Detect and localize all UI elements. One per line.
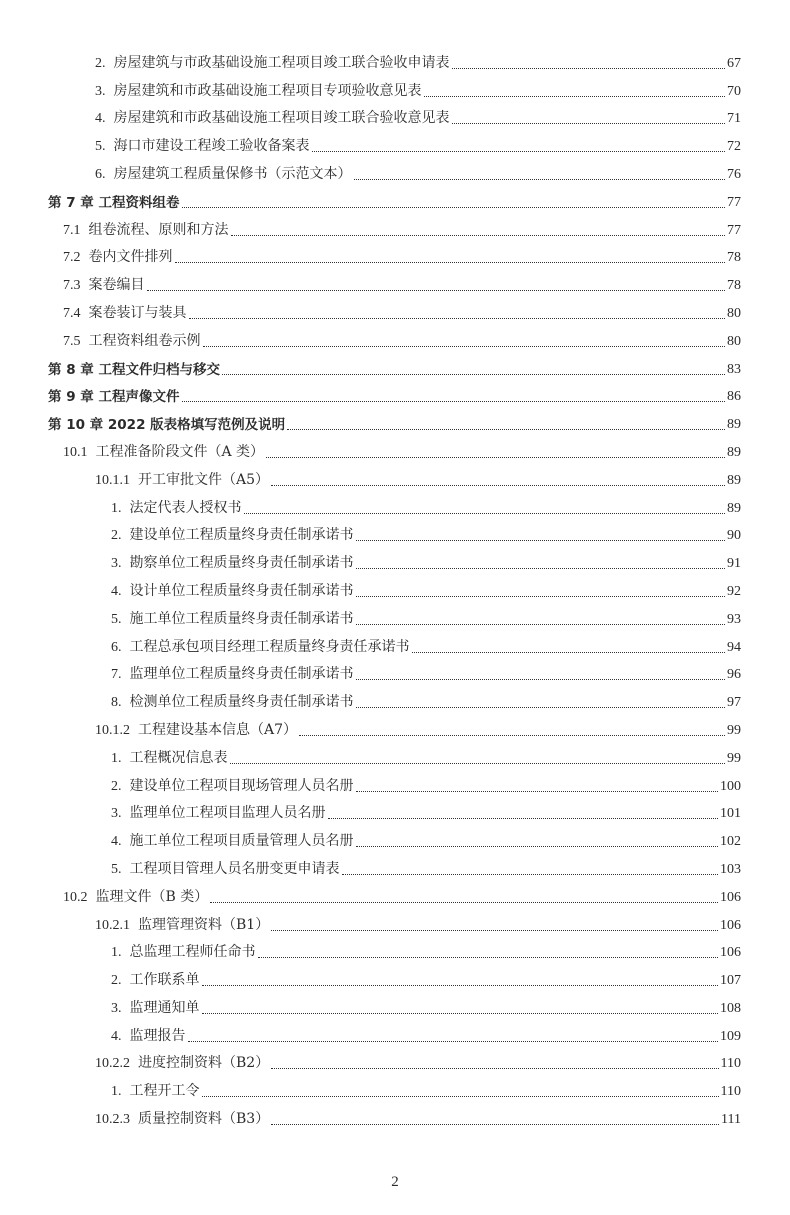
toc-entry-label: 房屋建筑和市政基础设施工程项目专项验收意见表: [113, 82, 422, 99]
toc-entry-title: [48, 362, 220, 378]
toc-entry[interactable]: [0, 1017, 790, 1045]
dot-leader: [356, 540, 726, 541]
toc-entry-number: 3.: [111, 556, 122, 572]
toc-entry-number: 8.: [111, 695, 122, 711]
toc-entry-label: 监理单位工程项目监理人员名册: [129, 805, 326, 822]
dot-leader: [266, 457, 725, 458]
toc-entry-title: [48, 195, 180, 211]
toc-entry-number: 5.: [111, 861, 122, 877]
toc-entry-label: 工程总承包项目经理工程质量终身责任承诺书: [129, 638, 410, 655]
dot-leader: [356, 679, 726, 680]
toc-entry-title: [111, 666, 354, 683]
toc-entry-label: 第 9 章 工程声像文件: [48, 389, 180, 406]
toc-entry[interactable]: [0, 489, 790, 517]
toc-entry-title: [95, 472, 269, 489]
toc-entry-title: [95, 138, 310, 155]
toc-entry[interactable]: [0, 517, 790, 545]
dot-leader: [342, 874, 719, 875]
toc-entry-page: 102: [720, 834, 741, 850]
toc-chapter-entry[interactable]: [0, 350, 790, 378]
toc-entry-label: 监理管理资料（B1）: [138, 916, 270, 933]
toc-entry-page: 111: [721, 1112, 741, 1128]
dot-leader: [354, 179, 726, 180]
toc-entry-label: 监理报告: [129, 1027, 186, 1044]
dot-leader: [452, 68, 726, 69]
toc-entry-label: 工程项目管理人员名册变更申请表: [129, 860, 340, 877]
toc-entry-page: 70: [727, 83, 741, 99]
toc-entry-number: 1.: [111, 1084, 122, 1100]
toc-entry-page: 110: [720, 1056, 741, 1072]
toc-entry-title: [48, 417, 285, 433]
toc-entry-title: [111, 778, 354, 795]
toc-entry-number: 3.: [95, 83, 106, 99]
toc-entry-number: 7.2: [63, 250, 81, 266]
toc-entry-page: 106: [720, 889, 741, 905]
toc-entry-label: 监理文件（B 类）: [95, 888, 209, 905]
toc-entry-page: 93: [727, 611, 741, 627]
toc-chapter-entry[interactable]: [0, 405, 790, 433]
toc-entry-title: [111, 527, 354, 544]
toc-entry-title: [95, 110, 450, 127]
toc-entry-title: [95, 917, 269, 934]
toc-entry-title: [111, 694, 354, 711]
toc-entry-number: 2.: [95, 55, 106, 71]
dot-leader: [424, 96, 726, 97]
toc-entry-label: 案卷装订与装具: [88, 304, 187, 321]
toc-entry-title: [95, 722, 297, 739]
toc-entry[interactable]: [0, 989, 790, 1017]
toc-entry-title: [111, 639, 410, 656]
toc-entry-page: 91: [727, 556, 741, 572]
toc-entry-number: 3.: [111, 806, 122, 822]
toc-entry-number: 2.: [111, 973, 122, 989]
dot-leader: [271, 1068, 718, 1069]
toc-entry-label: 第 10 章 2022 版表格填写范例及说明: [48, 417, 286, 434]
toc-entry-page: 80: [727, 333, 741, 349]
toc-entry-page: 101: [720, 806, 741, 822]
toc-entry[interactable]: [0, 628, 790, 656]
dot-leader: [271, 930, 718, 931]
toc-entry-page: 109: [720, 1028, 741, 1044]
dot-leader: [182, 207, 726, 208]
toc-entry-page: 76: [727, 166, 741, 182]
toc-entry-number: 10.2.2: [95, 1056, 130, 1072]
toc-entry-title: [111, 750, 228, 767]
toc-entry[interactable]: [0, 239, 790, 267]
toc-entry-label: 开工审批文件（A5）: [138, 471, 270, 488]
toc-entry-number: 10.2.3: [95, 1112, 130, 1128]
toc-entry-label: 房屋建筑与市政基础设施工程项目竣工联合验收申请表: [113, 54, 450, 71]
toc-entry-page: 96: [727, 667, 741, 683]
toc-entry[interactable]: [0, 1100, 790, 1128]
toc-entry[interactable]: [0, 906, 790, 934]
toc-entry-label: 卷内文件排列: [88, 249, 173, 266]
toc-entry-number: 6.: [111, 639, 122, 655]
toc-entry-label: 组卷流程、原则和方法: [88, 221, 229, 238]
toc-entry-page: 94: [727, 639, 741, 655]
toc-entry-page: 100: [720, 778, 741, 794]
toc-entry-number: 7.4: [63, 305, 81, 321]
table-of-contents: [0, 44, 790, 1128]
toc-entry[interactable]: [0, 266, 790, 294]
toc-entry-page: 99: [727, 750, 741, 766]
dot-leader: [189, 318, 726, 319]
dot-leader: [287, 429, 725, 430]
toc-entry-number: 7.1: [63, 222, 81, 238]
toc-entry-label: 工程建设基本信息（A7）: [138, 721, 298, 738]
toc-entry-page: 97: [727, 695, 741, 711]
toc-entry-title: [111, 944, 256, 961]
toc-entry-label: 检测单位工程质量终身责任制承诺书: [129, 694, 354, 711]
toc-entry[interactable]: [0, 600, 790, 628]
toc-entry-number: 10.1.2: [95, 722, 130, 738]
toc-entry[interactable]: [0, 711, 790, 739]
toc-entry-number: 7.5: [63, 333, 81, 349]
toc-entry-title: [95, 1055, 269, 1072]
toc-entry[interactable]: [0, 767, 790, 795]
toc-entry-page: 72: [727, 139, 741, 155]
toc-entry-number: 3.: [111, 1000, 122, 1016]
toc-entry[interactable]: [0, 544, 790, 572]
toc-entry-title: [111, 555, 354, 572]
toc-entry-label: 法定代表人授权书: [129, 499, 242, 516]
toc-entry-page: 110: [720, 1084, 741, 1100]
toc-entry-number: 1.: [111, 500, 122, 516]
toc-entry-label: 工程开工令: [129, 1083, 200, 1100]
toc-entry[interactable]: [0, 155, 790, 183]
toc-entry[interactable]: [0, 322, 790, 350]
dot-leader: [356, 846, 719, 847]
toc-entry-page: 89: [727, 472, 741, 488]
toc-entry-title: [63, 277, 145, 294]
dot-leader: [202, 1096, 719, 1097]
dot-leader: [356, 568, 726, 569]
toc-entry-label: 施工单位工程项目质量管理人员名册: [129, 833, 354, 850]
toc-entry-page: 86: [727, 389, 741, 405]
toc-entry-number: 10.2: [63, 889, 88, 905]
toc-entry-page: 77: [727, 222, 741, 238]
toc-entry-label: 工程资料组卷示例: [88, 332, 201, 349]
toc-entry[interactable]: [0, 822, 790, 850]
dot-leader: [188, 1041, 719, 1042]
toc-entry-page: 78: [727, 278, 741, 294]
dot-leader: [356, 791, 719, 792]
toc-entry-label: 总监理工程师任命书: [129, 944, 256, 961]
toc-entry[interactable]: [0, 1045, 790, 1073]
toc-entry-label: 监理单位工程质量终身责任制承诺书: [129, 666, 354, 683]
toc-entry-label: 质量控制资料（B3）: [138, 1111, 270, 1128]
toc-entry[interactable]: [0, 72, 790, 100]
toc-entry[interactable]: [0, 127, 790, 155]
toc-entry[interactable]: [0, 961, 790, 989]
toc-entry-title: [95, 166, 352, 183]
toc-entry-label: 勘察单位工程质量终身责任制承诺书: [129, 555, 354, 572]
toc-entry-label: 海口市建设工程竣工验收备案表: [113, 138, 310, 155]
toc-entry-title: [63, 305, 187, 322]
toc-entry[interactable]: [0, 461, 790, 489]
toc-entry-number: 7.3: [63, 278, 81, 294]
toc-chapter-entry[interactable]: [0, 183, 790, 211]
toc-entry-label: 工作联系单: [129, 972, 200, 989]
toc-entry-number: 4.: [95, 111, 106, 127]
toc-entry-title: [111, 805, 326, 822]
toc-entry-title: [95, 55, 450, 72]
toc-entry-number: 10.1.1: [95, 472, 130, 488]
toc-entry-page: 89: [727, 500, 741, 516]
toc-entry-page: 77: [727, 194, 741, 210]
toc-entry-label: 第 8 章 工程文件归档与移交: [48, 361, 220, 378]
toc-entry[interactable]: [0, 656, 790, 684]
toc-entry-page: 89: [727, 444, 741, 460]
dot-leader: [328, 818, 719, 819]
dot-leader: [202, 985, 719, 986]
toc-entry-title: [63, 333, 201, 350]
toc-entry-page: 103: [720, 861, 741, 877]
toc-entry-title: [111, 972, 200, 989]
dot-leader: [452, 123, 726, 124]
toc-entry-label: 第 7 章 工程资料组卷: [48, 194, 180, 211]
dot-leader: [356, 596, 726, 597]
toc-entry-page: 80: [727, 305, 741, 321]
toc-entry[interactable]: [0, 44, 790, 72]
toc-entry-label: 案卷编目: [88, 277, 145, 294]
dot-leader: [412, 652, 726, 653]
toc-entry-page: 83: [727, 361, 741, 377]
toc-entry-number: 1.: [111, 945, 122, 961]
toc-entry-label: 施工单位工程质量终身责任制承诺书: [129, 610, 354, 627]
toc-entry[interactable]: [0, 294, 790, 322]
toc-entry-title: [111, 833, 354, 850]
dot-leader: [230, 763, 726, 764]
toc-entry-title: [63, 249, 173, 266]
toc-entry-number: 4.: [111, 583, 122, 599]
toc-entry[interactable]: [0, 433, 790, 461]
dot-leader: [299, 735, 725, 736]
toc-entry-page: 106: [720, 917, 741, 933]
toc-entry-title: [111, 500, 242, 517]
toc-entry-label: 进度控制资料（B2）: [138, 1055, 270, 1072]
toc-entry[interactable]: [0, 572, 790, 600]
dot-leader: [312, 151, 726, 152]
toc-entry-title: [111, 1083, 200, 1100]
page-number: 2: [391, 1174, 399, 1190]
toc-entry-title: [111, 1000, 200, 1017]
toc-entry-page: 99: [727, 722, 741, 738]
toc-entry-page: 107: [720, 973, 741, 989]
toc-entry-title: [95, 1111, 269, 1128]
toc-entry-number: 6.: [95, 166, 106, 182]
toc-entry[interactable]: [0, 934, 790, 962]
dot-leader: [210, 902, 718, 903]
toc-entry-label: 设计单位工程质量终身责任制承诺书: [129, 582, 354, 599]
toc-entry-label: 建设单位工程项目现场管理人员名册: [129, 777, 354, 794]
dot-leader: [182, 401, 726, 402]
toc-chapter-entry[interactable]: [0, 378, 790, 406]
toc-entry-number: 4.: [111, 1028, 122, 1044]
toc-entry-label: 房屋建筑和市政基础设施工程项目竣工联合验收意见表: [113, 110, 450, 127]
toc-entry-title: [95, 83, 422, 100]
toc-entry[interactable]: [0, 100, 790, 128]
toc-entry-label: 工程概况信息表: [129, 749, 228, 766]
dot-leader: [175, 262, 726, 263]
toc-entry-page: 108: [720, 1000, 741, 1016]
toc-entry[interactable]: [0, 211, 790, 239]
toc-entry-title: [111, 611, 354, 628]
toc-entry-title: [111, 583, 354, 600]
toc-entry[interactable]: [0, 850, 790, 878]
toc-entry-number: 4.: [111, 834, 122, 850]
toc-entry[interactable]: [0, 683, 790, 711]
toc-entry-title: [111, 861, 340, 878]
toc-entry-page: 89: [727, 417, 741, 433]
toc-entry-title: [63, 444, 264, 461]
toc-entry-number: 5.: [111, 611, 122, 627]
toc-entry-label: 房屋建筑工程质量保修书（示范文本）: [113, 165, 352, 182]
toc-entry-label: 监理通知单: [129, 999, 200, 1016]
toc-entry-page: 78: [727, 250, 741, 266]
toc-entry-page: 90: [727, 528, 741, 544]
toc-entry-title: [63, 222, 229, 239]
dot-leader: [203, 346, 726, 347]
dot-leader: [202, 1013, 719, 1014]
toc-entry-label: 工程准备阶段文件（A 类）: [95, 443, 265, 460]
toc-entry[interactable]: [0, 739, 790, 767]
toc-entry-number: 2.: [111, 778, 122, 794]
toc-entry-title: [111, 1028, 186, 1045]
toc-entry-number: 10.1: [63, 444, 88, 460]
toc-entry-page: 67: [727, 55, 741, 71]
toc-entry-number: 5.: [95, 139, 106, 155]
dot-leader: [258, 957, 719, 958]
toc-entry-page: 106: [720, 945, 741, 961]
toc-entry-title: [63, 889, 208, 906]
toc-entry-number: 10.2.1: [95, 917, 130, 933]
dot-leader: [244, 513, 726, 514]
toc-entry-number: 7.: [111, 667, 122, 683]
toc-entry-title: [48, 389, 180, 405]
toc-entry[interactable]: [0, 1072, 790, 1100]
toc-entry-number: 1.: [111, 750, 122, 766]
dot-leader: [356, 707, 726, 708]
toc-entry-page: 71: [727, 111, 741, 127]
dot-leader: [356, 624, 726, 625]
toc-entry[interactable]: [0, 795, 790, 823]
dot-leader: [147, 290, 726, 291]
toc-entry-page: 92: [727, 583, 741, 599]
toc-entry[interactable]: [0, 878, 790, 906]
dot-leader: [271, 1124, 719, 1125]
toc-entry-number: 2.: [111, 528, 122, 544]
dot-leader: [222, 374, 725, 375]
toc-entry-label: 建设单位工程质量终身责任制承诺书: [129, 527, 354, 544]
dot-leader: [271, 485, 725, 486]
dot-leader: [231, 235, 726, 236]
